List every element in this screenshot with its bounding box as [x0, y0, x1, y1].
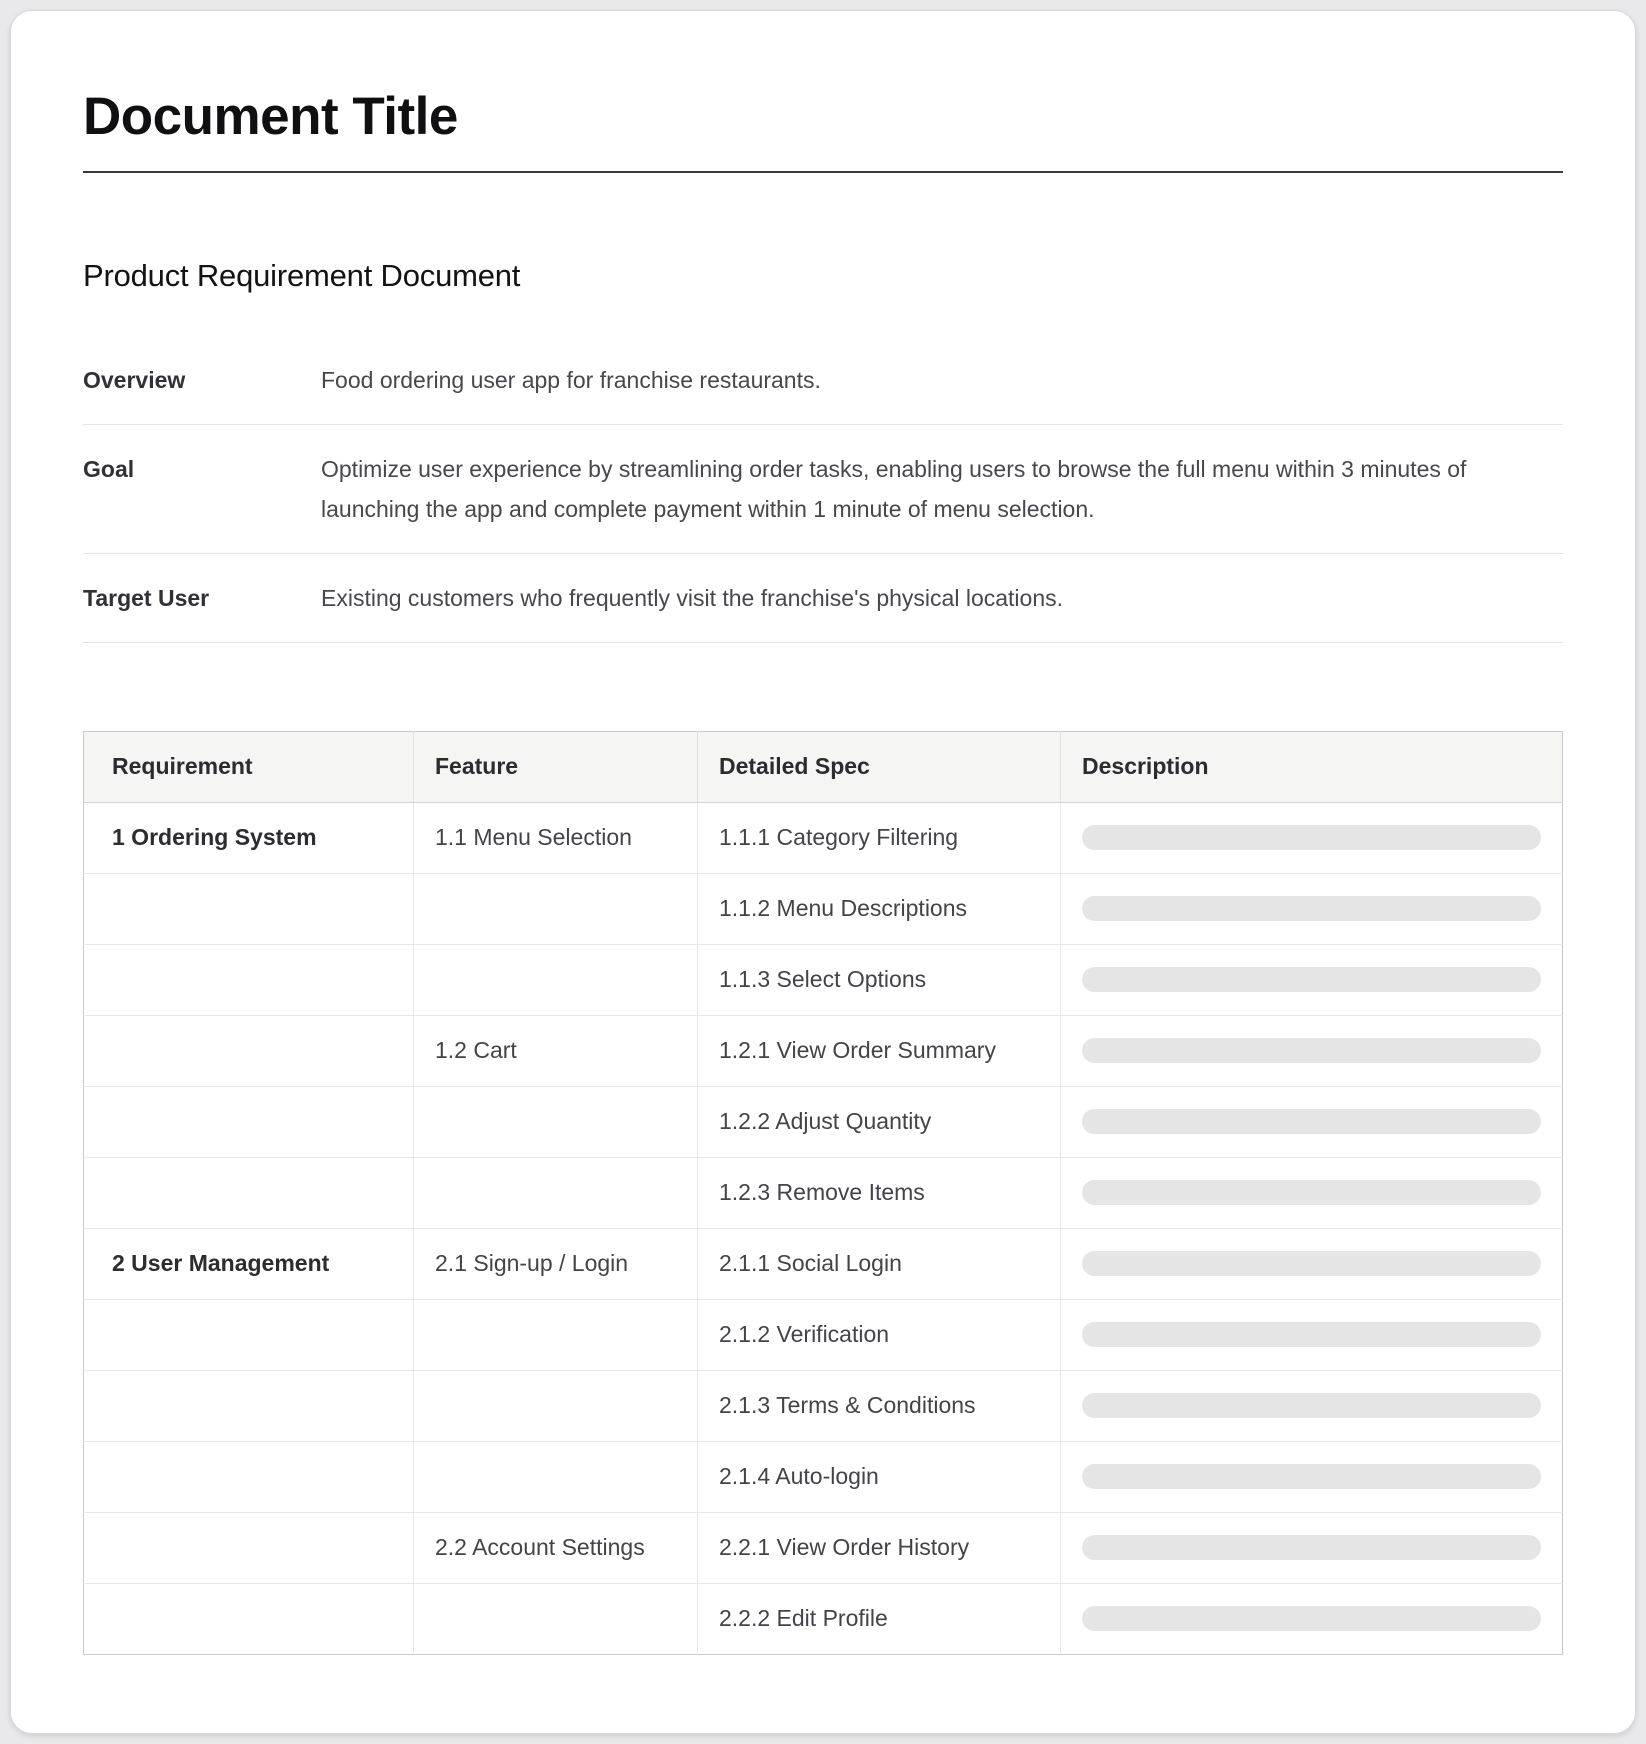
description-cell: [1061, 1086, 1563, 1157]
description-placeholder: [1082, 825, 1541, 850]
description-placeholder: [1082, 1109, 1541, 1134]
info-row-goal: [83, 425, 1563, 554]
description-placeholder: [1082, 1464, 1541, 1489]
feature-cell: 2.1 Sign-up / Login: [414, 1228, 698, 1299]
feature-cell: 1.1 Menu Selection: [414, 802, 698, 873]
description-cell: [1061, 1157, 1563, 1228]
document-content: [11, 11, 1635, 1655]
table-row: [84, 802, 1563, 873]
requirement-cell: 2 User Management: [84, 1228, 414, 1299]
requirement-cell: [84, 1086, 414, 1157]
requirement-cell: [84, 1370, 414, 1441]
description-cell: [1061, 1299, 1563, 1370]
column-header-requirement: Requirement: [84, 731, 414, 802]
spec-cell: 2.2.1 View Order History: [698, 1512, 1061, 1583]
table-row: [84, 1441, 1563, 1512]
feature-cell: [414, 1583, 698, 1654]
table-row: [84, 1370, 1563, 1441]
table-row: [84, 1583, 1563, 1654]
requirements-table: [83, 731, 1563, 1655]
feature-cell: [414, 1441, 698, 1512]
feature-cell: [414, 944, 698, 1015]
table-header-row: [84, 731, 1563, 802]
requirement-cell: [84, 1157, 414, 1228]
info-value: Optimize user experience by streamlining order tasks, enabling users to browse the full menu within 3 minutes of launching the app and complete payment within 1 minute of menu selection.: [321, 455, 1467, 522]
feature-cell: [414, 1157, 698, 1228]
info-label: Goal: [83, 455, 135, 482]
table-row: [84, 1086, 1563, 1157]
feature-cell: [414, 1086, 698, 1157]
description-placeholder: [1082, 1535, 1541, 1560]
column-header-detailed-spec: Detailed Spec: [698, 731, 1061, 802]
table-row: [84, 1157, 1563, 1228]
spec-cell: 1.1.3 Select Options: [698, 944, 1061, 1015]
column-header-description: Description: [1061, 731, 1563, 802]
spec-cell: 2.1.2 Verification: [698, 1299, 1061, 1370]
requirement-cell: [84, 873, 414, 944]
requirement-cell: [84, 1583, 414, 1654]
table-row: [84, 944, 1563, 1015]
spec-cell: 1.1.1 Category Filtering: [698, 802, 1061, 873]
requirement-cell: [84, 1299, 414, 1370]
feature-cell: [414, 1299, 698, 1370]
spec-cell: 2.1.3 Terms & Conditions: [698, 1370, 1061, 1441]
feature-cell: 1.2 Cart: [414, 1015, 698, 1086]
description-placeholder: [1082, 896, 1541, 921]
description-cell: [1061, 1512, 1563, 1583]
requirement-cell: [84, 1441, 414, 1512]
description-cell: [1061, 1228, 1563, 1299]
description-cell: [1061, 1583, 1563, 1654]
column-header-feature: Feature: [414, 731, 698, 802]
info-value: Existing customers who frequently visit the franchise's physical locations.: [321, 584, 1063, 611]
spec-cell: 1.1.2 Menu Descriptions: [698, 873, 1061, 944]
description-cell: [1061, 1015, 1563, 1086]
spec-cell: 1.2.3 Remove Items: [698, 1157, 1061, 1228]
description-placeholder: [1082, 1038, 1541, 1063]
description-cell: [1061, 1370, 1563, 1441]
spec-cell: 2.2.2 Edit Profile: [698, 1583, 1061, 1654]
table-row: [84, 873, 1563, 944]
description-placeholder: [1082, 1180, 1541, 1205]
info-row-overview: [83, 336, 1563, 425]
requirement-cell: [84, 1512, 414, 1583]
description-placeholder: [1082, 967, 1541, 992]
table-row: [84, 1512, 1563, 1583]
table-row: [84, 1015, 1563, 1086]
info-row-target-user: [83, 554, 1563, 643]
spec-cell: 2.1.4 Auto-login: [698, 1441, 1061, 1512]
description-cell: [1061, 1441, 1563, 1512]
table-row: [84, 1228, 1563, 1299]
spec-cell: 1.2.2 Adjust Quantity: [698, 1086, 1061, 1157]
title-divider: [83, 171, 1563, 173]
description-placeholder: [1082, 1322, 1541, 1347]
requirement-cell: [84, 944, 414, 1015]
description-placeholder: [1082, 1606, 1541, 1631]
page-title: Document Title: [83, 87, 458, 146]
feature-cell: [414, 873, 698, 944]
feature-cell: [414, 1370, 698, 1441]
table-row: [84, 1299, 1563, 1370]
requirement-cell: [84, 1015, 414, 1086]
spec-cell: 1.2.1 View Order Summary: [698, 1015, 1061, 1086]
feature-cell: 2.2 Account Settings: [414, 1512, 698, 1583]
description-placeholder: [1082, 1251, 1541, 1276]
document-card: [10, 10, 1636, 1734]
info-label: Target User: [83, 584, 210, 611]
requirement-cell: 1 Ordering System: [84, 802, 414, 873]
info-value: Food ordering user app for franchise restaurants.: [321, 366, 821, 393]
description-placeholder: [1082, 1393, 1541, 1418]
info-list: [83, 336, 1563, 643]
section-heading: Product Requirement Document: [83, 257, 521, 293]
description-cell: [1061, 802, 1563, 873]
description-cell: [1061, 944, 1563, 1015]
info-label: Overview: [83, 366, 186, 393]
description-cell: [1061, 873, 1563, 944]
spec-cell: 2.1.1 Social Login: [698, 1228, 1061, 1299]
